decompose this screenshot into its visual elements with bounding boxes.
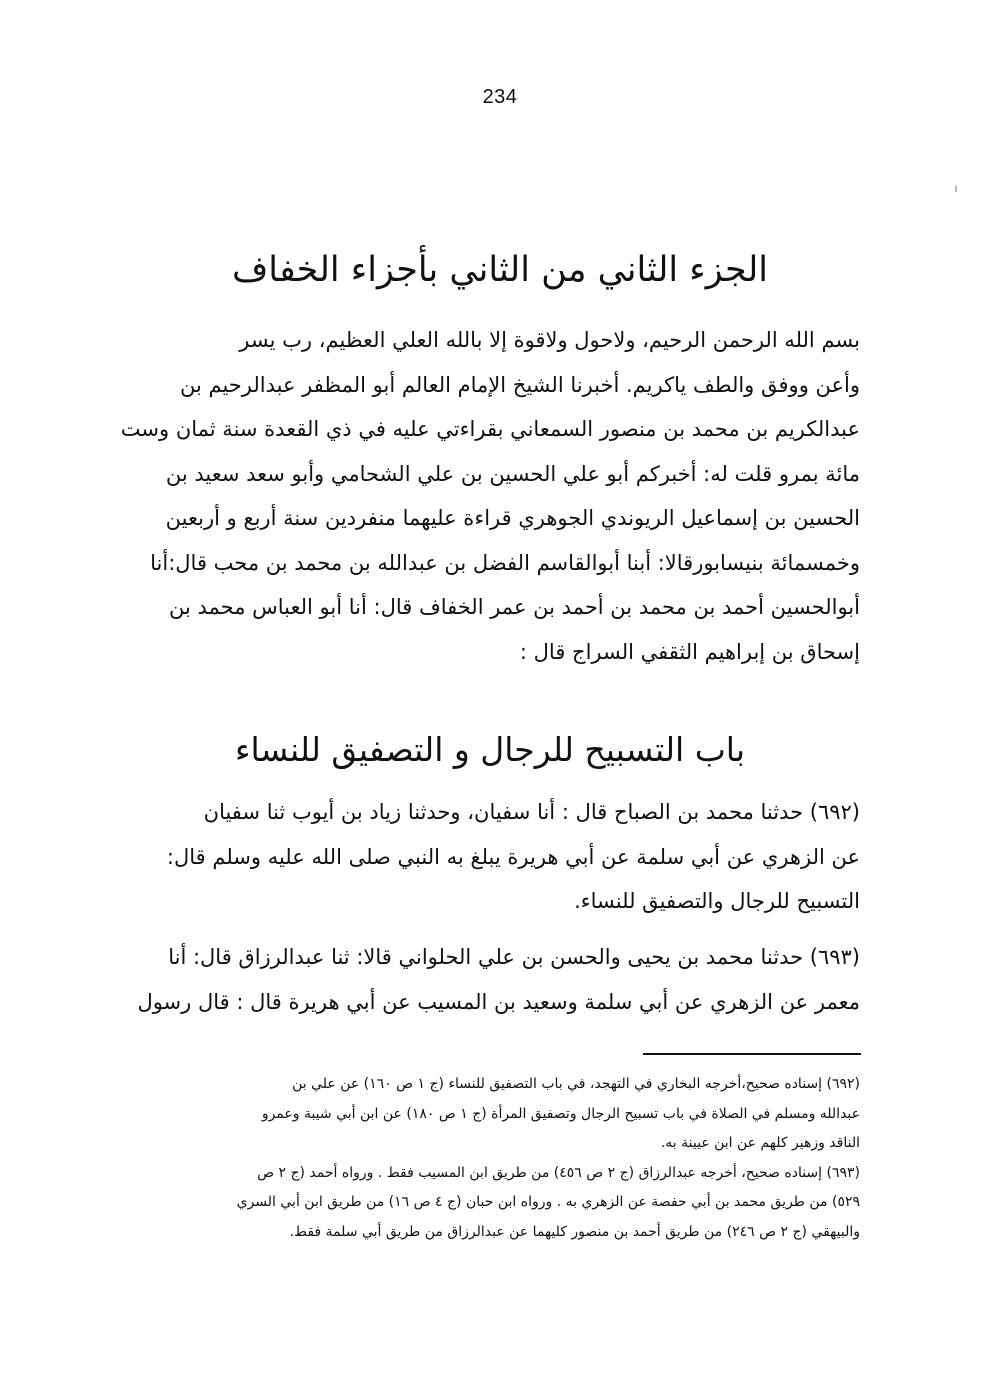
- footnote-line: (٦٩٣) إسناده صحيح، أخرجه عبدالرزاق (ج ٢ ص ٤٥٦) من طريق ابن المسيب فقط . ورواه أحمد (ج ٢ ص: [257, 1164, 860, 1181]
- hadith-line: معمر عن الزهري عن أبي سلمة وسعيد بن المسيب عن أبي هريرة قال : قال رسول: [137, 989, 860, 1014]
- hadith-692: [72, 790, 860, 924]
- footnote-line: (٦٩٢) إسناده صحيح،أخرجه البخاري في التهجد، في باب التصفيق للنساء (ج ١ ص ١٦٠) عن علي بن: [292, 1076, 860, 1092]
- intro-line: بسم الله الرحمن الرحيم، ولاحول ولاقوة إلا بالله العلي العظيم، رب يسر: [239, 328, 860, 352]
- footnote-line: الناقد وزهير كلهم عن ابن عيينة به.: [660, 1135, 860, 1151]
- chapter-title: باب التسبيح للرجال و التصفيق للنساء: [234, 730, 746, 769]
- footnote-line: والبيهقي (ج ٢ ص ٢٤٦) من طريق أحمد بن منصور كليهما عن عبدالرزاق من طريق أبي سلمة فقط.: [289, 1223, 860, 1240]
- intro-line: وخمسمائة بنيسابورقالا: أبنا أبوالقاسم الفضل بن عبدالله بن محمد بن محب قال:أنا: [150, 550, 860, 575]
- footnote-line: عبدالله ومسلم في الصلاة في باب تسبيح الرجال وتصفيق المرأة (ج ١ ص ١٨٠) عن ابن أبي شيبة وعمرو: [261, 1105, 860, 1122]
- scan-speck: [955, 186, 957, 192]
- intro-line: الحسين بن إسماعيل الريوندي الجوهري قراءة عليهما منفردين سنة أربع و أربعين: [165, 506, 860, 530]
- intro-line: إسحاق بن إبراهيم الثقفي السراج قال :: [519, 639, 860, 664]
- intro-line: عبدالكريم بن محمد بن منصور السمعاني بقراءتي عليه في ذي القعدة سنة ثمان وست: [120, 417, 860, 441]
- footnotes: [70, 1070, 860, 1247]
- intro-paragraph: [72, 318, 860, 674]
- hadith-693: [72, 935, 860, 1024]
- hadith-line: (٦٩٢) حدثنا محمد بن الصباح قال : أنا سفيان، وحدثنا زياد بن أيوب ثنا سفيان: [203, 800, 860, 824]
- page-number: 234: [482, 86, 518, 108]
- intro-line: أبوالحسين أحمد بن محمد بن أحمد بن عمر الخفاف قال: أنا أبو العباس محمد بن: [169, 595, 860, 619]
- hadith-line: التسبيح للرجال والتصفيق للنساء.: [574, 889, 860, 913]
- intro-line: وأعن ووفق والطف ياكريم. أخبرنا الشيخ الإمام العالم أبو المظفر عبدالرحيم بن: [179, 372, 860, 397]
- footnote-line: ٥٢٩) من طريق محمد بن أبي حفصة عن الزهري به . ورواه ابن حبان (ج ٤ ص ١٦) من طريق ابن أبي السري: [236, 1194, 860, 1210]
- intro-line: مائة بمرو قلت له: أخبركم أبو علي الحسين بن علي الشحامي وأبو سعد سعيد بن: [165, 461, 860, 486]
- footnote-separator: [643, 1053, 861, 1055]
- page-heading: الجزء الثاني من الثاني بأجزاء الخفاف: [232, 250, 768, 290]
- hadith-line: (٦٩٣) حدثنا محمد بن يحيى والحسن بن علي الحلواني قالا: ثنا عبدالرزاق قال: أنا: [168, 945, 860, 969]
- hadith-line: عن الزهري عن أبي سلمة عن أبي هريرة يبلغ به النبي صلى الله عليه وسلم قال:: [166, 844, 860, 869]
